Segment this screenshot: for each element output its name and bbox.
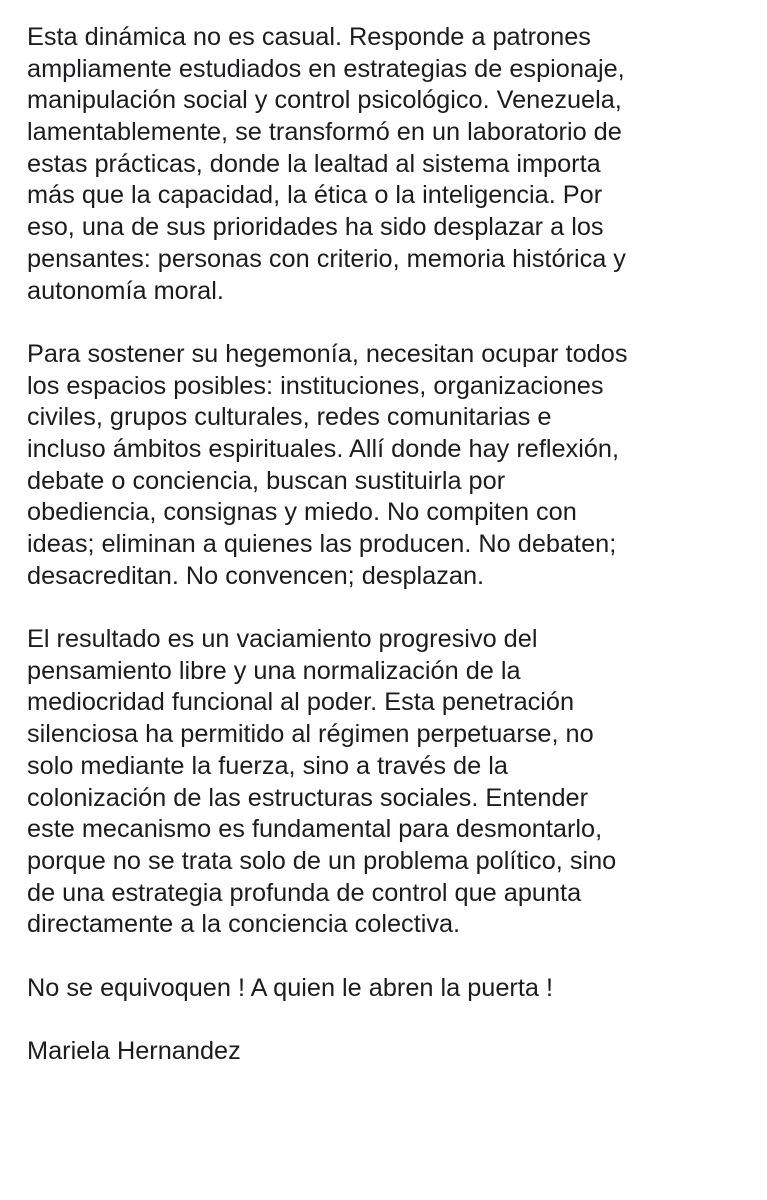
text-line: ampliamente estudiados en estrategias de espionaje, (27, 54, 625, 83)
text-line: Esta dinámica no es casual. Responde a patrones (27, 23, 591, 51)
text-line: directamente a la conciencia colectiva. (27, 910, 461, 939)
text-line: solo mediante la fuerza, sino a través de la (27, 751, 508, 780)
text-line: desacreditan. No convencen; desplazan. (27, 561, 485, 590)
text-line: Para sostener su hegemonía, necesitan ocupar todos (27, 339, 628, 368)
text-line: civiles, grupos culturales, redes comunitarias e (27, 403, 552, 432)
text-line: ideas; eliminan a quienes las producen. No debaten; (27, 530, 617, 558)
text-line: mediocridad funcional al poder. Esta penetración (27, 688, 575, 717)
text-line: manipulación social y control psicológico. Venezuela, (27, 86, 622, 115)
paragraph-1 (27, 22, 757, 307)
closing-statement (27, 973, 757, 1005)
paragraph-3 (27, 624, 757, 941)
text-line: los espacios posibles: instituciones, organizaciones (27, 371, 604, 400)
text-line: autonomía moral. (27, 276, 224, 305)
text-line: este mecanismo es fundamental para desmontarlo, (27, 815, 603, 844)
paragraph-2 (27, 339, 757, 593)
text-line: porque no se trata solo de un problema político, sino (27, 846, 617, 875)
text-line: No se equivoquen ! A quien le abren la puerta ! (27, 973, 553, 1002)
text-line: colonización de las estructuras sociales. Entender (27, 783, 589, 812)
text-line: debate o conciencia, buscan sustituirla por (27, 466, 506, 495)
text-line: estas prácticas, donde la lealtad al sistema importa (27, 149, 601, 178)
text-line: silenciosa ha permitido al régimen perpetuarse, no (27, 720, 594, 749)
author-name: Mariela Hernandez (27, 1037, 241, 1065)
text-line: pensantes: personas con criterio, memoria histórica y (27, 244, 626, 273)
text-line: pensamiento libre y una normalización de la (27, 656, 521, 685)
text-line: más que la capacidad, la ética o la inteligencia. Por (27, 181, 603, 210)
text-line: eso, una de sus prioridades ha sido desplazar a los (27, 213, 604, 242)
author-signature (27, 1036, 757, 1068)
text-line: El resultado es un vaciamiento progresivo del (27, 625, 538, 654)
text-line: incluso ámbitos espirituales. Allí donde hay reflexión, (27, 434, 619, 463)
text-line: obediencia, consignas y miedo. No compiten con (27, 498, 577, 527)
text-line: lamentablemente, se transformó en un laboratorio de (27, 118, 622, 147)
document-body (27, 22, 757, 1068)
text-line: de una estrategia profunda de control que apunta (27, 878, 582, 907)
